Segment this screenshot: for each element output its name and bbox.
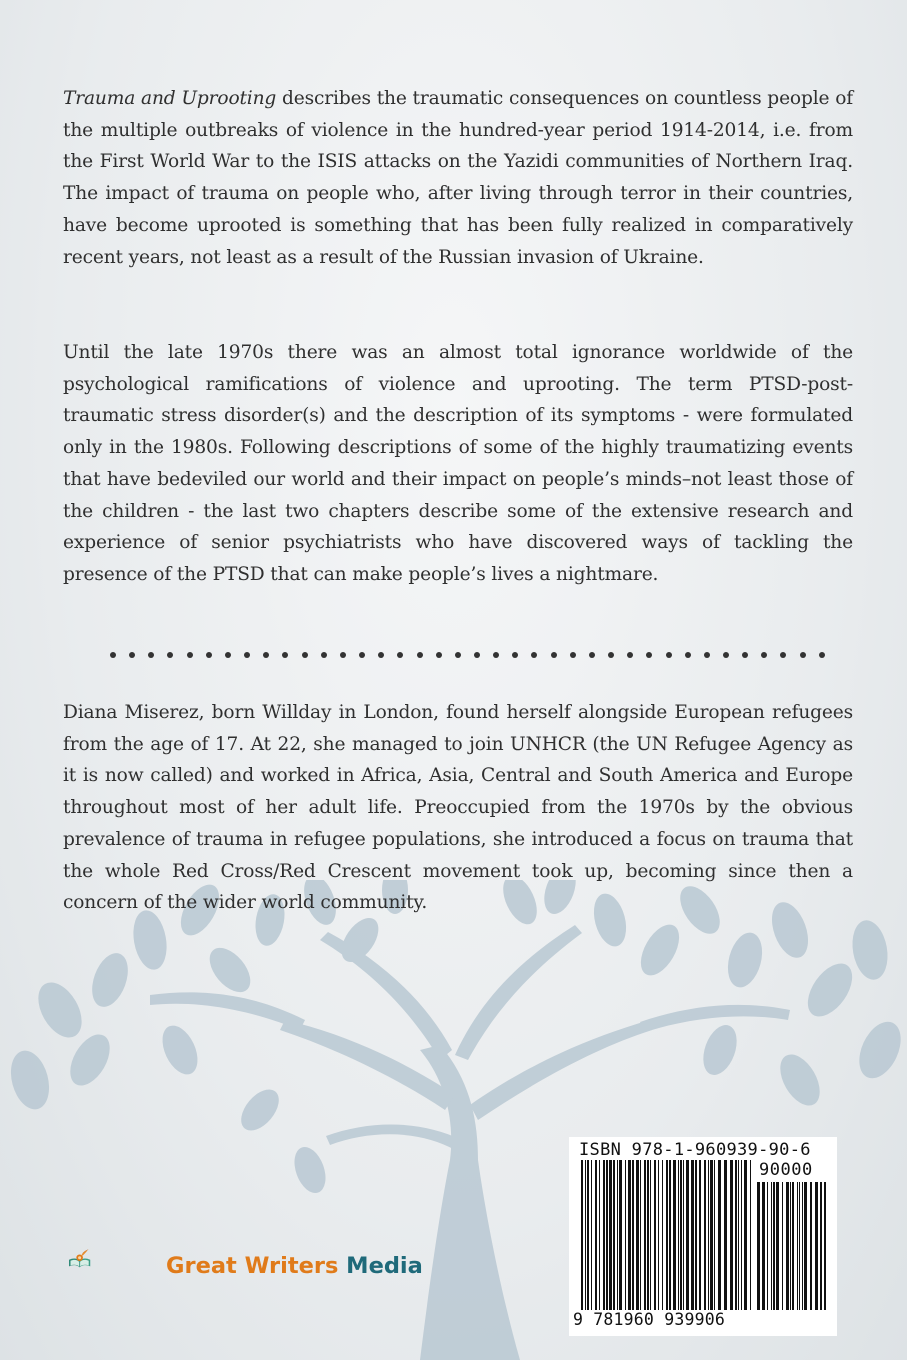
price-code: 90000: [759, 1160, 813, 1180]
separator-dot: [263, 652, 269, 658]
separator-dot: [302, 652, 308, 658]
publisher-name: [166, 1253, 423, 1279]
separator-dot: [417, 652, 423, 658]
publisher-name-part1: Great Writers: [166, 1253, 339, 1279]
separator-dot: [321, 652, 327, 658]
separator-dot: [493, 652, 499, 658]
separator-dot: [474, 652, 480, 658]
separator-dot: [244, 652, 250, 658]
ean-barcode-bars: [581, 1160, 753, 1310]
price-barcode-bars: [757, 1182, 829, 1332]
blurb-paragraph-2: Until the late 1970s there was an almost total ignorance worldwide of the psychological ramifications of violence and uprooting. The term PTSD-post-traumatic stress disorder(s) and the description of its symptoms - were formulated only in the 1980s. Following descriptions of some of the highly traumatizing events that have bedeviled our world and their impact on people’s minds–not least those of the children - the last two chapters describe some of the extensive research and experience of senior psychiatrists who have discovered ways of tackling the presence of the PTSD that can make people’s lives a nightmare.: [63, 342, 853, 585]
separator-dot: [780, 652, 786, 658]
separator-dot: [378, 652, 384, 658]
separator-dot: [608, 652, 614, 658]
isbn-text: ISBN 978-1-960939-90-6: [579, 1140, 811, 1160]
author-bio: Diana Miserez, born Willday in London, found herself alongside European refugees from the age of 17. At 22, she managed to join UNHCR (the UN Refugee Agency as it is now called) and worked in Africa, Asia, Central and South America and Europe throughout most of her adult life. Preoccupied from the 1970s by the obvious prevalence of trauma in refugee populations, she introduced a focus on trauma that the whole Red Cross/Red Crescent movement took up, becoming since then a concern of the wider world community.: [63, 702, 853, 914]
separator-dot: [704, 652, 710, 658]
separator-dot: [819, 652, 825, 658]
separator-dot: [359, 652, 365, 658]
separator-dot: [148, 652, 154, 658]
dotted-separator: [110, 648, 825, 662]
separator-dot: [723, 652, 729, 658]
separator-dot: [187, 652, 193, 658]
ean-digits: 9 781960 939906: [573, 1310, 726, 1329]
isbn-barcode: [569, 1137, 837, 1336]
publisher-logo-icon: [68, 1218, 164, 1300]
separator-dot: [570, 652, 576, 658]
separator-dot: [436, 652, 442, 658]
blurb-paragraph-1-text: describes the traumatic consequences on countless people of the multiple outbreaks of violence in the hundred-year period 1914-2014, i.e. from the First World War to the ISIS attacks on the Yazidi communities of Northern Iraq. The impact of trauma on people who, after living through terror in their countries, have become uprooted is something that has been fully realized in comparatively recent years, not least as a result of the Russian invasion of Ukraine.: [63, 88, 853, 268]
separator-dot: [761, 652, 767, 658]
book-title-italic: Trauma and Uprooting: [63, 88, 277, 109]
separator-dot: [129, 652, 135, 658]
separator-dot: [167, 652, 173, 658]
separator-dot: [512, 652, 518, 658]
separator-dot: [551, 652, 557, 658]
separator-dot: [646, 652, 652, 658]
separator-dot: [800, 652, 806, 658]
separator-dot: [666, 652, 672, 658]
separator-dot: [110, 652, 116, 658]
separator-dot: [340, 652, 346, 658]
separator-dot: [742, 652, 748, 658]
separator-dot: [455, 652, 461, 658]
separator-dot: [225, 652, 231, 658]
publisher-name-part2: Media: [338, 1253, 423, 1279]
separator-dot: [206, 652, 212, 658]
separator-dot: [397, 652, 403, 658]
blurb-paragraph-1: [63, 83, 853, 273]
separator-dot: [627, 652, 633, 658]
separator-dot: [531, 652, 537, 658]
separator-dot: [282, 652, 288, 658]
separator-dot: [589, 652, 595, 658]
separator-dot: [685, 652, 691, 658]
